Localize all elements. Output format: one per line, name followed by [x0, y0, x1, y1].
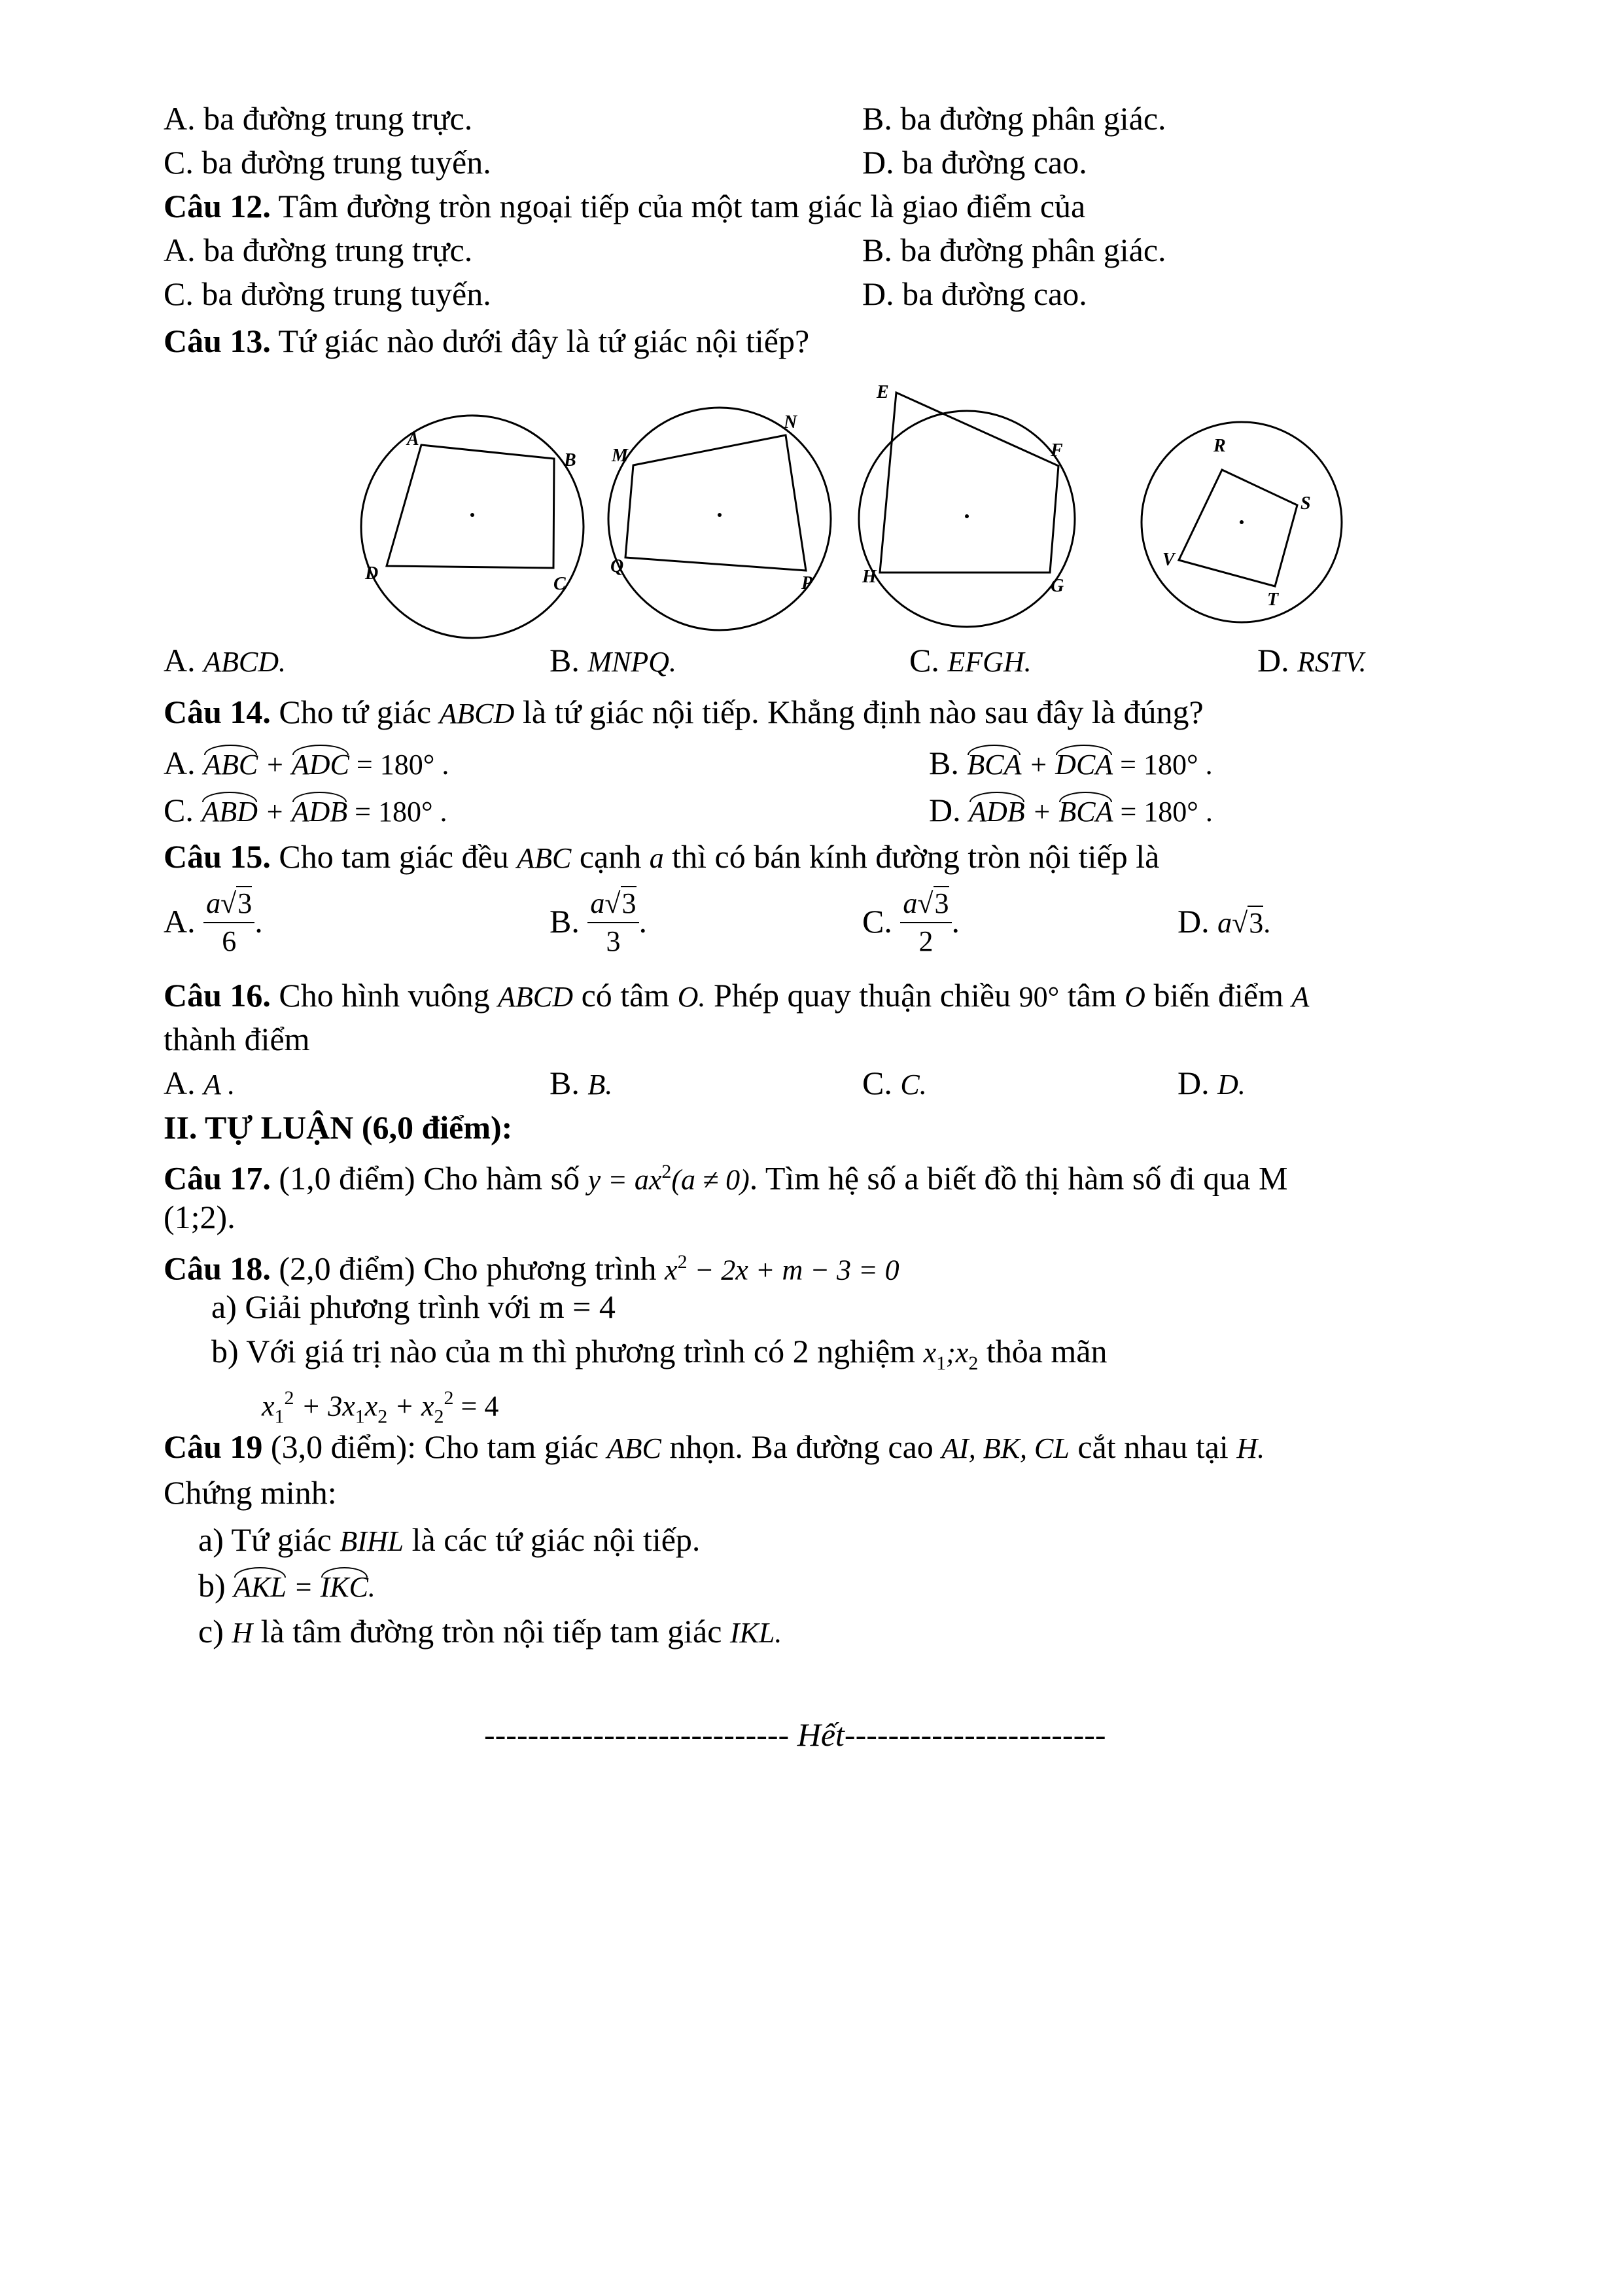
- q15-option-b: [550, 882, 647, 963]
- end-dashes-right: ------------------------: [844, 1716, 1106, 1753]
- q15-d-a: a: [1217, 907, 1232, 939]
- q15-a-denominator: 6: [222, 925, 237, 957]
- q14-b-plus: +: [1021, 749, 1056, 781]
- q18-c-sub-3: 2: [377, 1405, 388, 1428]
- q14-a-angle-1: ABC: [203, 745, 258, 785]
- fig3-label-e: E: [877, 382, 889, 402]
- q15-a-fraction: $\frac{a√3}{6}$: [203, 885, 254, 960]
- q14-a-plus: +: [258, 749, 292, 781]
- end-word: Hết: [789, 1716, 845, 1753]
- q16-point: A: [1291, 981, 1310, 1013]
- q14-a-equals: = 180° .: [349, 749, 449, 781]
- q15-c-period: .: [951, 903, 960, 940]
- q16-text-2: có tâm: [573, 977, 678, 1014]
- fig4-center-dot: [1240, 520, 1244, 524]
- q15-option-a: [164, 882, 263, 963]
- q18-b-sub-1: 1: [936, 1352, 947, 1374]
- q16-c-prefix: C.: [862, 1065, 901, 1101]
- fig2-center-dot: [718, 513, 722, 517]
- q18-c-plus: + x: [387, 1390, 434, 1422]
- q18-label: Câu 18.: [164, 1250, 271, 1287]
- q15-a-num-radicand: 3: [237, 887, 253, 919]
- fig3-center-dot: [965, 514, 969, 518]
- q18-part-a: a) Giải phương trình với m = 4: [211, 1288, 616, 1325]
- q11-option-c: C. ba đường trung tuyến.: [164, 144, 491, 181]
- q14-question: [164, 692, 1204, 734]
- q19-part-a: [198, 1519, 700, 1562]
- fig1-label-a: A: [407, 429, 419, 450]
- q19-prove-heading: Chứng minh:: [164, 1474, 337, 1511]
- q13-option-d-prefix: D.: [1257, 642, 1298, 679]
- q19-orthocenter: H.: [1236, 1432, 1265, 1464]
- end-marker: [484, 1714, 1106, 1755]
- fig3-label-g: G: [1051, 576, 1064, 596]
- q17-text-2: . Tìm hệ số a biết đồ thị hàm số đi qua M: [749, 1159, 1288, 1197]
- fig2-quadrilateral: [625, 435, 806, 571]
- q17-equation-sup: 2: [661, 1161, 672, 1182]
- q15-d-radicand: 3: [1249, 907, 1264, 939]
- q16-option-b: [550, 1063, 612, 1105]
- q16-b-value: B.: [587, 1069, 613, 1101]
- q12-label: Câu 12.: [164, 188, 271, 224]
- q16-square: ABCD: [498, 981, 574, 1013]
- q19-a-prefix: a) Tứ giác: [198, 1521, 340, 1558]
- q19-label: Câu 19: [164, 1428, 263, 1465]
- q16-option-d: [1178, 1063, 1246, 1105]
- q19-c-triangle: IKL.: [729, 1617, 782, 1649]
- q14-d-prefix: D.: [929, 792, 969, 828]
- q14-b-prefix: B.: [929, 745, 968, 781]
- q17-question-line-2: (1;2).: [164, 1199, 236, 1235]
- q14-d-angle-1: ADB: [969, 792, 1025, 832]
- q17-equation-a: y = ax: [587, 1163, 662, 1196]
- q14-b-equals: = 180° .: [1113, 749, 1213, 781]
- q15-text-1: Cho tam giác đều: [270, 838, 517, 875]
- q15-a-period: .: [254, 903, 263, 940]
- fig4-label-s: S: [1300, 493, 1311, 514]
- q14-a-angle-2: ADC: [292, 745, 349, 785]
- q15-text-3: thì có bán kính đường tròn nội tiếp là: [663, 838, 1160, 875]
- q18-part-b: [211, 1331, 1108, 1384]
- q15-b-fraction: $\frac{a√3}{3}$: [587, 885, 638, 960]
- q18-c-x1: x: [262, 1390, 275, 1422]
- section-2-heading: II. TỰ LUẬN (6,0 điểm):: [164, 1109, 513, 1146]
- q16-d-value: D.: [1217, 1069, 1246, 1101]
- fig2-label-q: Q: [610, 556, 624, 576]
- q19-b-angle-2: IKC: [321, 1567, 368, 1608]
- q15-triangle: ABC: [517, 842, 572, 874]
- q16-label: Câu 16.: [164, 977, 271, 1014]
- q14-text-2: là tứ giác nội tiếp. Khẳng định nào sau đây là đúng?: [514, 694, 1204, 730]
- q12-option-a: A. ba đường trung trực.: [164, 232, 473, 268]
- q18-c-sub-1: 1: [274, 1405, 285, 1428]
- q16-text-4: tâm: [1059, 977, 1125, 1014]
- q15-b-period: .: [638, 903, 648, 940]
- q13-option-c-value: EFGH.: [947, 646, 1032, 678]
- q14-d-equals: = 180° .: [1113, 796, 1213, 828]
- fig1-label-b: B: [564, 450, 576, 470]
- q13-option-a-value: ABCD.: [203, 646, 286, 678]
- q17-question: [164, 1152, 1287, 1201]
- q16-center-2: O: [1125, 981, 1145, 1013]
- q13-label: Câu 13.: [164, 323, 271, 359]
- q15-c-num-radicand: 3: [934, 887, 949, 919]
- fig4-label-r: R: [1213, 436, 1226, 456]
- fig2-label-m: M: [612, 446, 628, 466]
- q13-option-c-prefix: C.: [909, 642, 948, 679]
- q18-b-sub-2: 2: [968, 1352, 979, 1374]
- q15-d-period: .: [1263, 907, 1271, 939]
- q15-label: Câu 15.: [164, 838, 271, 875]
- q18-b-end: thỏa mãn: [978, 1333, 1108, 1369]
- q19-b-prefix: b): [198, 1567, 234, 1604]
- q18-equation-sup: 2: [677, 1251, 688, 1273]
- q14-option-b: [929, 743, 1213, 785]
- q14-quad: ABCD: [439, 698, 515, 730]
- q14-c-equals: = 180° .: [347, 796, 447, 828]
- fig1-label-c: C: [553, 574, 566, 594]
- q16-c-value: C.: [900, 1069, 927, 1101]
- q12-option-d: D. ba đường cao.: [862, 275, 1087, 312]
- q18-c-mid: + 3x: [294, 1390, 355, 1422]
- fig2-label-p: P: [801, 573, 813, 593]
- q18-b-sep: ;x: [946, 1337, 969, 1369]
- q16-text-3: Phép quay thuận chiều: [705, 977, 1019, 1014]
- end-dashes-left: ----------------------------: [484, 1716, 790, 1753]
- q19-part-b: [198, 1565, 375, 1608]
- q19-c-mid: là tâm đường tròn nội tiếp tam giác: [253, 1613, 730, 1650]
- q16-text-1: Cho hình vuông: [270, 977, 498, 1014]
- fig1-circle: [361, 415, 584, 638]
- q19-part-c: [198, 1611, 782, 1653]
- q14-option-d: [929, 790, 1213, 832]
- q14-d-angle-2: BCA: [1058, 792, 1113, 832]
- q19-c-h: H: [232, 1617, 253, 1649]
- q12-option-b: B. ba đường phân giác.: [862, 232, 1166, 268]
- q14-option-c: [164, 790, 447, 832]
- q15-text-2: cạnh: [571, 838, 650, 875]
- q14-c-angle-2: ADB: [292, 792, 348, 832]
- q19-text-3: cắt nhau tại: [1069, 1428, 1237, 1465]
- q13-option-a-prefix: A.: [164, 642, 204, 679]
- fig4-label-v: V: [1162, 550, 1175, 570]
- q17-label: Câu 17.: [164, 1159, 271, 1197]
- q19-b-end: .: [368, 1571, 375, 1603]
- q15-a-num-a: a: [206, 887, 221, 919]
- q15-side: a: [649, 842, 664, 874]
- q13-figures: [0, 0, 1623, 654]
- q14-b-angle-2: DCA: [1055, 745, 1113, 785]
- q18-b-x1: x: [923, 1337, 937, 1369]
- q14-d-plus: +: [1024, 796, 1059, 828]
- q13-option-d-value: RSTV.: [1297, 646, 1367, 678]
- q15-question: [164, 836, 1159, 879]
- q16-angle: 90°: [1019, 981, 1060, 1013]
- q16-a-value: A .: [203, 1069, 236, 1101]
- q16-option-c: [862, 1063, 927, 1105]
- q15-c-num-a: a: [903, 887, 918, 919]
- fig1-label-d: D: [365, 563, 379, 584]
- q15-c-denominator: 2: [918, 925, 934, 957]
- q19-text-2: nhọn. Ba đường cao: [661, 1428, 942, 1465]
- q18-c-x2: x: [364, 1390, 378, 1422]
- q14-b-angle-1: BCA: [967, 745, 1021, 785]
- q15-option-c: [862, 882, 960, 963]
- q18-c-end: = 4: [453, 1390, 499, 1422]
- q18-b-text: b) Với giá trị nào của m thì phương trình có 2 nghiệm: [211, 1333, 924, 1369]
- fig1-quadrilateral: [387, 445, 554, 568]
- q14-c-angle-1: ABD: [201, 792, 258, 832]
- fig2-label-n: N: [784, 412, 797, 433]
- q15-b-num-a: a: [590, 887, 605, 919]
- q13-option-b: [550, 640, 676, 682]
- q17-equation-b: (a ≠ 0): [671, 1163, 750, 1196]
- q15-c-fraction: $\frac{a√3}{2}$: [900, 885, 951, 960]
- q11-option-a: A. ba đường trung trực.: [164, 100, 473, 137]
- q12-text: Tâm đường tròn ngoại tiếp của một tam giác là giao điểm của: [270, 188, 1086, 224]
- q14-a-prefix: A.: [164, 745, 204, 781]
- q18-equation-rest: − 2x + m − 3 = 0: [687, 1254, 899, 1286]
- q14-label: Câu 14.: [164, 694, 271, 730]
- q18-c-sup-4: 2: [444, 1387, 454, 1409]
- q16-center-1: O.: [677, 981, 706, 1013]
- fig1-center-dot: [470, 513, 474, 517]
- q15-b-denominator: 3: [606, 925, 621, 957]
- q14-c-prefix: C.: [164, 792, 202, 828]
- q18-text-1: (2,0 điểm) Cho phương trình: [270, 1250, 665, 1287]
- q13-option-b-prefix: B.: [550, 642, 588, 679]
- q19-triangle: ABC: [606, 1432, 661, 1464]
- fig3-quadrilateral: [880, 393, 1058, 573]
- q15-option-d: D. a√3.: [1178, 903, 1271, 940]
- q16-question-line-2: thành điểm: [164, 1021, 310, 1057]
- q14-c-plus: +: [257, 796, 292, 828]
- q13-option-a: [164, 640, 286, 682]
- q18-question: [164, 1242, 899, 1291]
- q18-c-sub-2: 1: [355, 1405, 365, 1428]
- q16-option-a: [164, 1063, 235, 1105]
- q15-d-prefix: D.: [1178, 903, 1218, 940]
- q15-c-prefix: C.: [862, 903, 901, 940]
- q15-b-num-radicand: 3: [621, 887, 637, 919]
- fig3-label-h: H: [862, 567, 877, 587]
- fig4-label-t: T: [1267, 590, 1279, 610]
- q14-text-1: Cho tứ giác: [270, 694, 440, 730]
- q13-option-c: [909, 640, 1032, 682]
- q13-option-d: [1257, 640, 1367, 682]
- q19-question: [164, 1426, 1265, 1469]
- fig3-label-f: F: [1051, 440, 1063, 461]
- q13-text: Tứ giác nào dưới đây là tứ giác nội tiếp?: [270, 323, 810, 359]
- q19-altitudes: AI, BK, CL: [941, 1432, 1070, 1464]
- q13-option-b-value: MNPQ.: [587, 646, 677, 678]
- q15-a-prefix: A.: [164, 903, 204, 940]
- q16-a-prefix: A.: [164, 1065, 204, 1101]
- q12-option-c: C. ba đường trung tuyến.: [164, 275, 491, 312]
- q18-c-sup-1: 2: [284, 1387, 294, 1409]
- q19-text-1: (3,0 điểm): Cho tam giác: [262, 1428, 607, 1465]
- fig4-quadrilateral: [1179, 470, 1297, 586]
- q17-text-1: (1,0 điểm) Cho hàm số: [270, 1159, 588, 1197]
- q16-text-5: biến điểm: [1145, 977, 1292, 1014]
- q16-d-prefix: D.: [1178, 1065, 1218, 1101]
- q16-b-prefix: B.: [550, 1065, 588, 1101]
- q19-a-quad: BIHL: [340, 1525, 404, 1557]
- q19-b-equals: =: [286, 1571, 321, 1603]
- q11-option-d: D. ba đường cao.: [862, 144, 1087, 181]
- q16-question: [164, 975, 1309, 1017]
- q19-c-prefix: c): [198, 1613, 232, 1650]
- q18-c-sub-4: 2: [434, 1405, 444, 1428]
- q19-b-angle-1: AKL: [234, 1567, 287, 1608]
- q14-option-a: [164, 743, 449, 785]
- q11-option-b: B. ba đường phân giác.: [862, 100, 1166, 137]
- q15-b-prefix: B.: [550, 903, 588, 940]
- q18-equation-x: x: [665, 1254, 678, 1286]
- q19-a-end: là các tứ giác nội tiếp.: [404, 1521, 701, 1558]
